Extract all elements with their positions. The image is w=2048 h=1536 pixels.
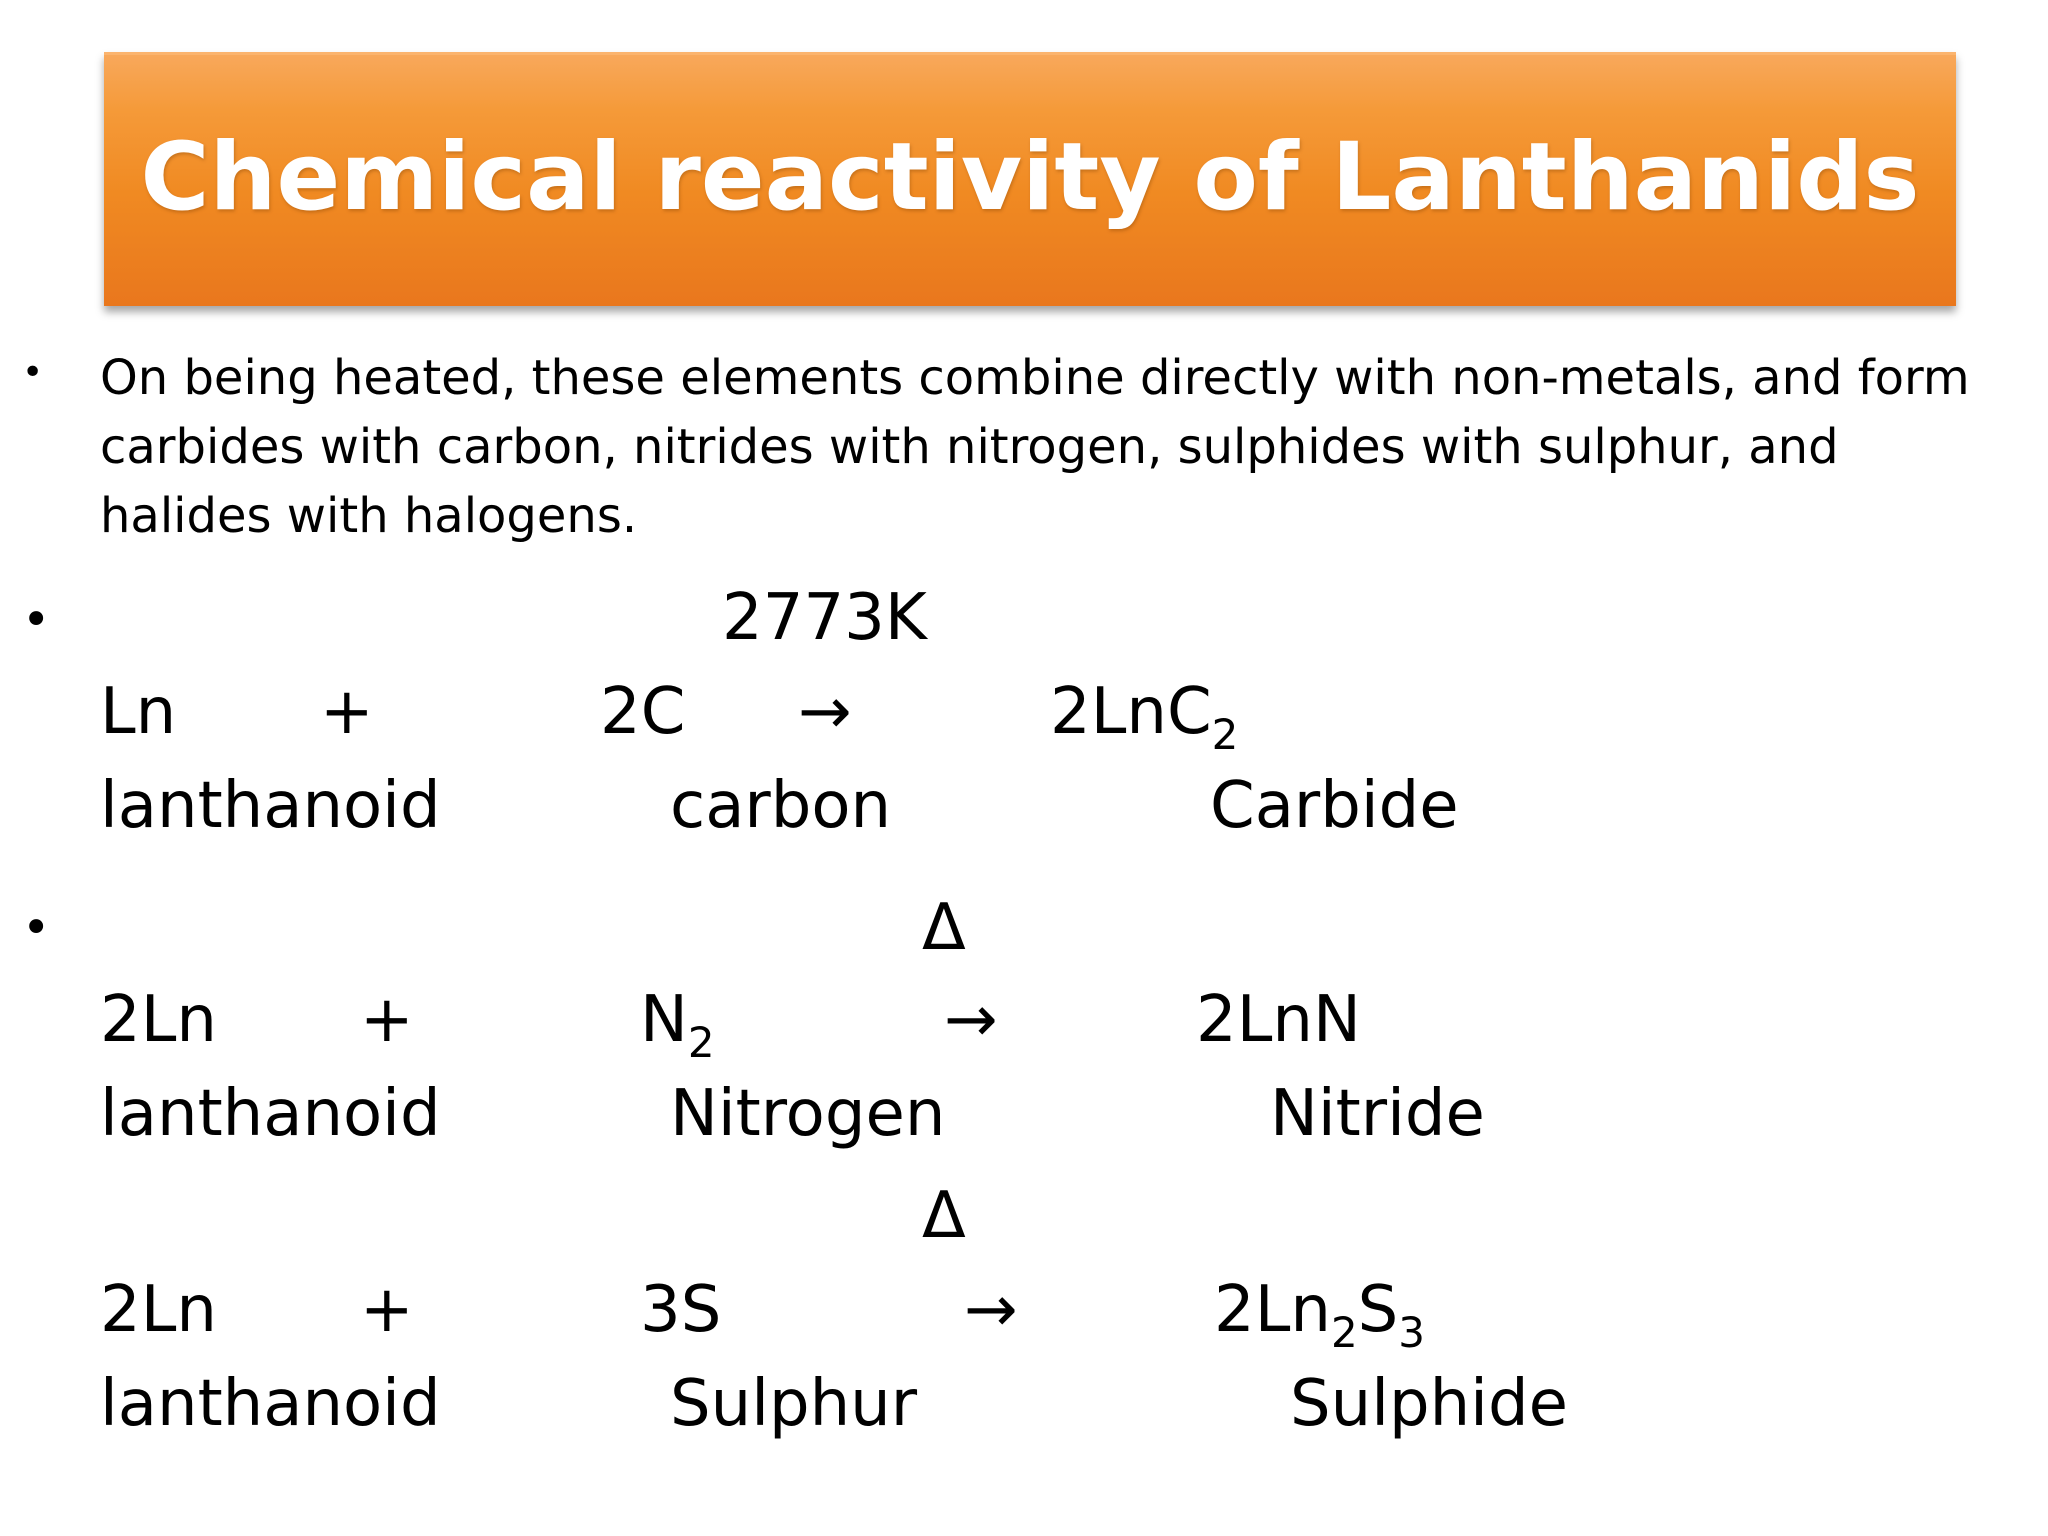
carbide-label-carbide: Carbide	[1210, 769, 1459, 843]
sulphide-product-subscript-2: 3	[1398, 1308, 1426, 1357]
sulphide-label-lanthanoid: lanthanoid	[100, 1367, 441, 1441]
nitride-condition: Δ	[922, 891, 966, 965]
nitride-label-nitrogen: Nitrogen	[670, 1077, 946, 1151]
sulphide-product-subscript-1: 2	[1330, 1308, 1358, 1357]
bullet-intro: •	[22, 352, 44, 393]
carbide-product-main: 2LnC	[1050, 675, 1212, 749]
sulphide-reactant-ln: 2Ln	[100, 1273, 217, 1347]
carbide-condition: 2773K	[722, 581, 927, 655]
carbide-arrow: →	[798, 675, 852, 749]
title-banner	[104, 52, 1956, 306]
nitride-product: 2LnN	[1196, 983, 1361, 1057]
sulphide-product-part-a: 2Ln	[1214, 1273, 1331, 1347]
sulphide-label-sulphide: Sulphide	[1290, 1367, 1568, 1441]
intro-paragraph: On being heated, these elements combine directly with non-metals, and form carbides with carbon, nitrides with nitrogen, sulphides with sulphur, and halides with halogens.	[100, 350, 1970, 544]
sulphide-plus: +	[360, 1273, 414, 1347]
carbide-label-lanthanoid: lanthanoid	[100, 769, 441, 843]
nitride-label-lanthanoid: lanthanoid	[100, 1077, 441, 1151]
nitride-reactant-subscript: 2	[687, 1018, 715, 1067]
slide-title: Chemical reactivity of Lanthanids	[140, 123, 1920, 232]
carbide-product-subscript: 2	[1211, 710, 1239, 759]
carbide-plus: +	[320, 675, 374, 749]
sulphide-label-sulphur: Sulphur	[670, 1367, 918, 1441]
carbide-reactant-ln: Ln	[100, 675, 177, 749]
carbide-product	[1050, 675, 1239, 759]
carbide-label-carbon: carbon	[670, 769, 892, 843]
nitride-reactant-main: N	[640, 983, 688, 1057]
nitride-reactant-ln: 2Ln	[100, 983, 217, 1057]
sulphide-product-part-b: S	[1357, 1273, 1399, 1347]
carbide-reactant-carbon: 2C	[600, 675, 686, 749]
nitride-arrow: →	[944, 983, 998, 1057]
sulphide-reactant-sulphur: 3S	[640, 1273, 722, 1347]
bullet-reaction-nitride: •	[22, 900, 51, 956]
nitride-plus: +	[360, 983, 414, 1057]
sulphide-arrow: →	[964, 1273, 1018, 1347]
sulphide-condition: Δ	[922, 1179, 966, 1253]
nitride-reactant-nitrogen	[640, 983, 715, 1067]
nitride-label-nitride: Nitride	[1270, 1077, 1485, 1151]
bullet-reaction-carbide: •	[22, 592, 51, 648]
sulphide-product	[1214, 1273, 1426, 1357]
